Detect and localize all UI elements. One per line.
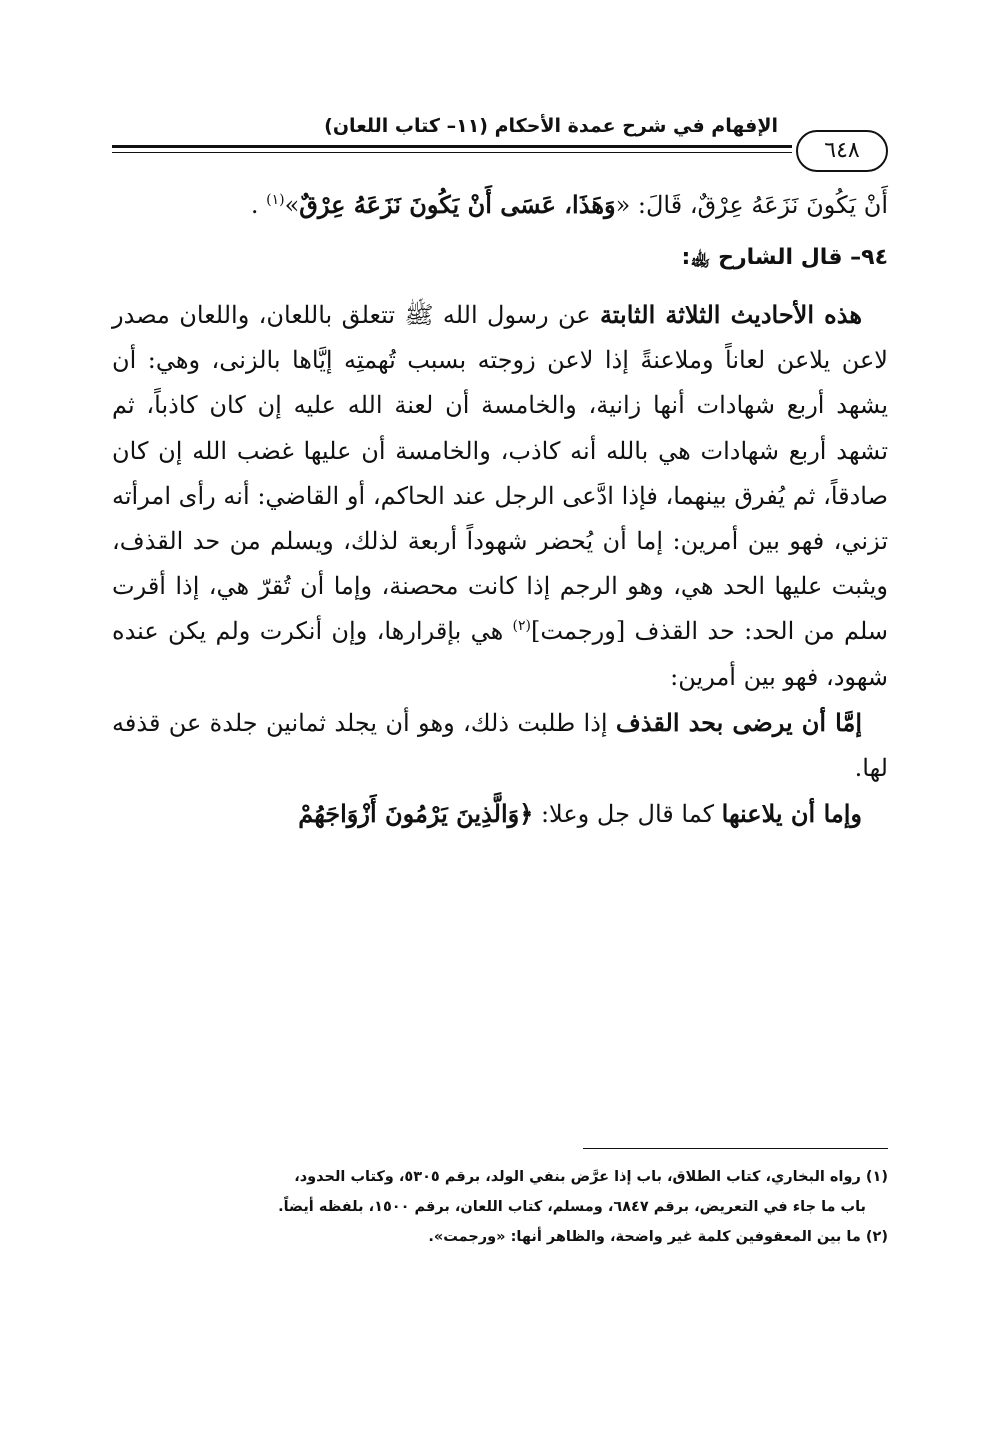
hadith-quote: وَهَذَا، عَسَى أَنْ يَكُونَ نَزَعَهُ عِرْقٌ: [299, 190, 616, 219]
paragraph-1: [112, 292, 888, 700]
hadith-end-mark: .: [250, 191, 267, 219]
hadith-text: أَنْ يَكُونَ نَزَعَهُ عِرْقٌ، قَالَ: «: [615, 191, 888, 219]
main-text: [112, 178, 888, 837]
spacer: [112, 284, 888, 292]
footnote-ref-2: (٢): [512, 618, 532, 635]
hadith-ending-line: [112, 178, 888, 232]
header-rule-thin: [112, 152, 792, 153]
paragraph-3: [112, 791, 888, 837]
hadith-quote-close: »: [284, 191, 300, 219]
footnote-separator: [583, 1148, 888, 1149]
footnote-ref-1: (١): [266, 192, 285, 208]
paragraph-1-text-end: هي بإقرارها، وإن أنكرت ولم يكن عنده شهود، فهو بين أمرين:: [112, 617, 888, 691]
footnote-2: (٢) ما بين المعقوفين كلمة غير واضحة، والظاهر أنها: «ورجمت».: [428, 1229, 888, 1245]
paragraph-2: [112, 700, 888, 791]
quran-verse: ﴿وَالَّذِينَ يَرْمُونَ أَزْوَاجَهُمْ: [298, 799, 534, 829]
running-title: الإفهام في شرح عمدة الأحكام (١١– كتاب اللعان): [324, 115, 778, 137]
footnotes: [112, 1162, 888, 1252]
footnote-1-line-1: (١) رواه البخاري، كتاب الطلاق، باب إذا عرَّض بنفي الولد، برقم ٥٣٠٥، وكتاب الحدود،: [294, 1169, 888, 1185]
paragraph-1-lead: هذه الأحاديث الثلاثة الثابتة: [599, 300, 862, 329]
footnote-1-line-2: باب ما جاء في التعريض، برقم ٦٨٤٧، ومسلم، كتاب اللعان، برقم ١٥٠٠، بلفظه أيضاً.: [278, 1199, 866, 1215]
paragraph-1-text: عن رسول الله ﷺ تتعلق باللعان، واللعان مصدر لاعن يلاعن لعاناً وملاعنةً إذا لاعن زوجته بسبب تُهمتِه إيَّاها بالزنى، وهي: أن يشهد أربع شهادات أنها زانية، والخامسة أن لعنة الله عليه إن كان كاذباً، ثم تشهد أربع شهادات هي بالله أنه كاذب، والخامسة أن عليها غضب الله إن كان صادقاً، ثم يُفرق بينهما، فإذا ادَّعى الرجل عند الحاكم، أو القاضي: أنه رأى امرأته تزني، فهو بين أمرين: إما أن يُحضر شهوداً أربعة لذلك، ويسلم من حد القذف، ويثبت عليها الحد هي، وهو الرجم إذا كانت محصنة، وإما أن تُقرّ هي، إذا أقرت سلم من الحد: حد القذف [ورجمت]: [112, 301, 889, 646]
header-rule-thick: [112, 145, 792, 148]
paragraph-2-text: إذا طلبت ذلك، وهو أن يجلد ثمانين جلدة عن قذفه لها.: [112, 708, 888, 783]
section-heading: ٩٤– قال الشارح ﵀:: [681, 245, 888, 270]
paragraph-3-lead: وإما أن يلاعنها: [721, 799, 862, 829]
page-header: [112, 112, 888, 178]
paragraph-2-lead: إمَّا أن يرضى بحد القذف: [615, 707, 862, 737]
paragraph-3-text: كما قال جل وعلا:: [533, 800, 722, 829]
page-number: ٦٤٨: [796, 130, 888, 172]
